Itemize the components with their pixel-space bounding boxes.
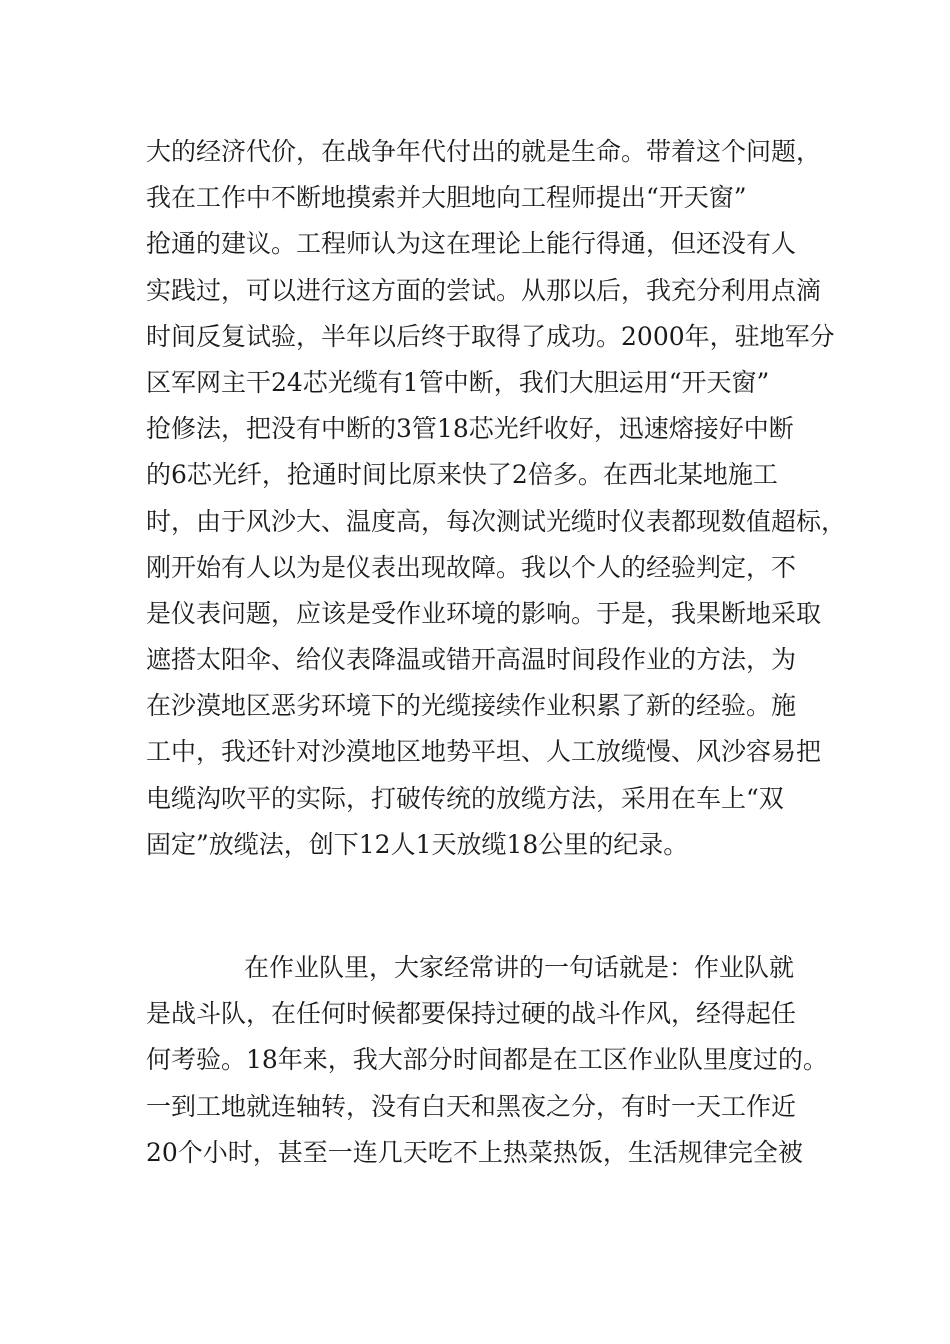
text-line: 大的经济代价，在战争年代付出的就是生命。带着这个问题， [146, 137, 822, 166]
text-line: 的6芯光纤，抢通时间比原来快了2倍多。在西北某地施工 [146, 460, 778, 490]
text-line: 时，由于风沙大、温度高，每次测试光缆时仪表都现数值超标， [146, 506, 847, 536]
text-line: 是战斗队，在任何时候都要保持过硬的战斗作风，经得起任 [146, 999, 797, 1029]
text-line: 电缆沟吹平的实际，打破传统的放缆方法，采用在车上“双 [146, 783, 784, 813]
text-line: 在沙漠地区恶劣环境下的光缆接续作业积累了新的经验。施 [146, 691, 797, 721]
text-line: 工中，我还针对沙漠地区地势平坦、人工放缆慢、风沙容易把 [146, 737, 822, 767]
text-line: 抢修法，把没有中断的3管18芯光纤收好，迅速熔接好中断 [146, 414, 794, 444]
text-line: 一到工地就连轴转，没有白天和黑夜之分，有时一天工作近 [146, 1091, 797, 1121]
text-line: 20个小时，甚至一连几天吃不上热菜热饭，生活规律完全被 [146, 1137, 803, 1167]
text-line: 是仪表问题，应该是受作业环境的影响。于是，我果断地采取 [146, 598, 822, 628]
text-line-indented: 在作业队里，大家经常讲的一句话就是：作业队就 [244, 953, 795, 982]
text-line: 固定”放缆法，创下12人1天放缆18公里的纪录。 [146, 829, 689, 859]
text-line: 实践过，可以进行这方面的尝试。从那以后，我充分利用点滴 [146, 275, 822, 305]
text-line: 抢通的建议。工程师认为这在理论上能行得通，但还没有人 [146, 229, 797, 259]
text-line: 我在工作中不断地摸索并大胆地向工程师提出“开天窗” [146, 183, 747, 213]
text-line: 何考验。18年来，我大部分时间都是在工区作业队里度过的。 [146, 1045, 828, 1075]
text-line: 遮搭太阳伞、给仪表降温或错开高温时间段作业的方法，为 [146, 645, 797, 675]
paragraph-1 [146, 129, 847, 868]
text-line: 时间反复试验，半年以后终于取得了成功。2000年，驻地军分 [146, 321, 835, 351]
text-line: 区军网主干24芯光缆有1管中断，我们大胆运用“开天窗” [146, 367, 770, 397]
text-line: 刚开始有人以为是仪表出现故障。我以个人的经验判定，不 [146, 552, 797, 582]
paragraph-2 [146, 945, 828, 1176]
